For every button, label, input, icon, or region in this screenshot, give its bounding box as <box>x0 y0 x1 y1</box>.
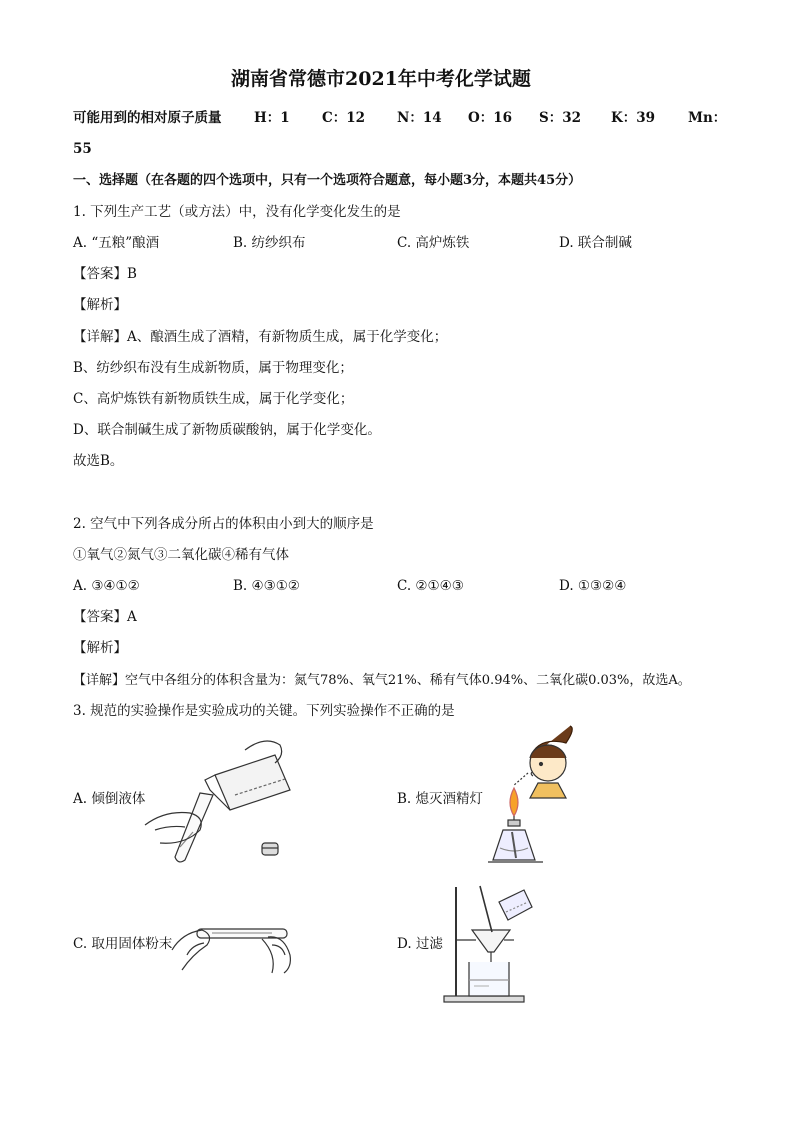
atomic-mass-h: H：1 <box>254 110 290 126</box>
q2-items: ①氧气②氮气③二氧化碳④稀有气体 <box>73 547 289 563</box>
q2-option-d: D. ①③②④ <box>559 578 627 594</box>
q3-option-c: C. 取用固体粉末 <box>73 936 173 952</box>
figure-pouring-liquid <box>145 735 295 865</box>
q1-detail-line: C、高炉炼铁有新物质铁生成，属于化学变化； <box>73 391 354 407</box>
q1-detail-line: 故选B。 <box>73 453 124 469</box>
q1-analysis-label: 【解析】 <box>73 297 127 313</box>
section-heading: 一、选择题（在各题的四个选项中，只有一个选项符合题意，每小题3分，本题共45分） <box>73 173 582 188</box>
atomic-mass-mn-value: 55 <box>73 141 92 157</box>
q2-option-b: B. ④③①② <box>233 578 300 594</box>
q1-option-b: B. 纺纱织布 <box>233 235 306 251</box>
atomic-mass-mn: Mn： <box>688 110 727 126</box>
q2-option-a: A. ③④①② <box>73 578 140 594</box>
figure-alcohol-lamp <box>488 728 583 868</box>
page-title: 湖南省常德市2021年中考化学试题 <box>231 68 531 90</box>
q2-analysis-label: 【解析】 <box>73 640 127 656</box>
question-2-stem: 2. 空气中下列各成分所占的体积由小到大的顺序是 <box>73 516 374 532</box>
q1-option-a: A. “五粮”酿酒 <box>73 235 160 251</box>
atomic-mass-o: O：16 <box>468 110 513 126</box>
q3-option-b: B. 熄灭酒精灯 <box>397 791 484 807</box>
atomic-mass-k: K：39 <box>611 110 656 126</box>
q1-detail-line: D、联合制碱生成了新物质碳酸钠，属于化学变化。 <box>73 422 381 438</box>
atomic-mass-s: S：32 <box>539 110 582 126</box>
question-1-stem: 1. 下列生产工艺（或方法）中，没有化学变化发生的是 <box>73 204 401 220</box>
q2-option-c: C. ②①④③ <box>397 578 464 594</box>
q1-option-d: D. 联合制碱 <box>559 235 632 251</box>
atomic-mass-c: C：12 <box>322 110 366 126</box>
atomic-mass-n: N：14 <box>397 110 442 126</box>
q3-option-a: A. 倾倒液体 <box>73 791 146 807</box>
atomic-mass-label: 可能用到的相对原子质量 <box>73 110 222 126</box>
q1-answer: 【答案】B <box>73 266 137 282</box>
figure-solid-powder <box>172 915 297 977</box>
q1-detail-line: 【详解】A、酿酒生成了酒精，有新物质生成，属于化学变化； <box>73 329 448 345</box>
q3-option-d: D. 过滤 <box>397 936 443 952</box>
q1-detail-line: B、纺纱织布没有生成新物质，属于物理变化； <box>73 360 353 376</box>
q1-option-c: C. 高炉炼铁 <box>397 235 470 251</box>
q2-answer: 【答案】A <box>73 609 137 625</box>
q2-detail: 【详解】空气中各组分的体积含量为：氮气78%、氧气21%、稀有气体0.94%、二氧化碳0.03%，故选A。 <box>73 673 691 688</box>
question-3-stem: 3. 规范的实验操作是实验成功的关键。下列实验操作不正确的是 <box>73 703 455 719</box>
figure-filtration <box>444 882 534 1007</box>
